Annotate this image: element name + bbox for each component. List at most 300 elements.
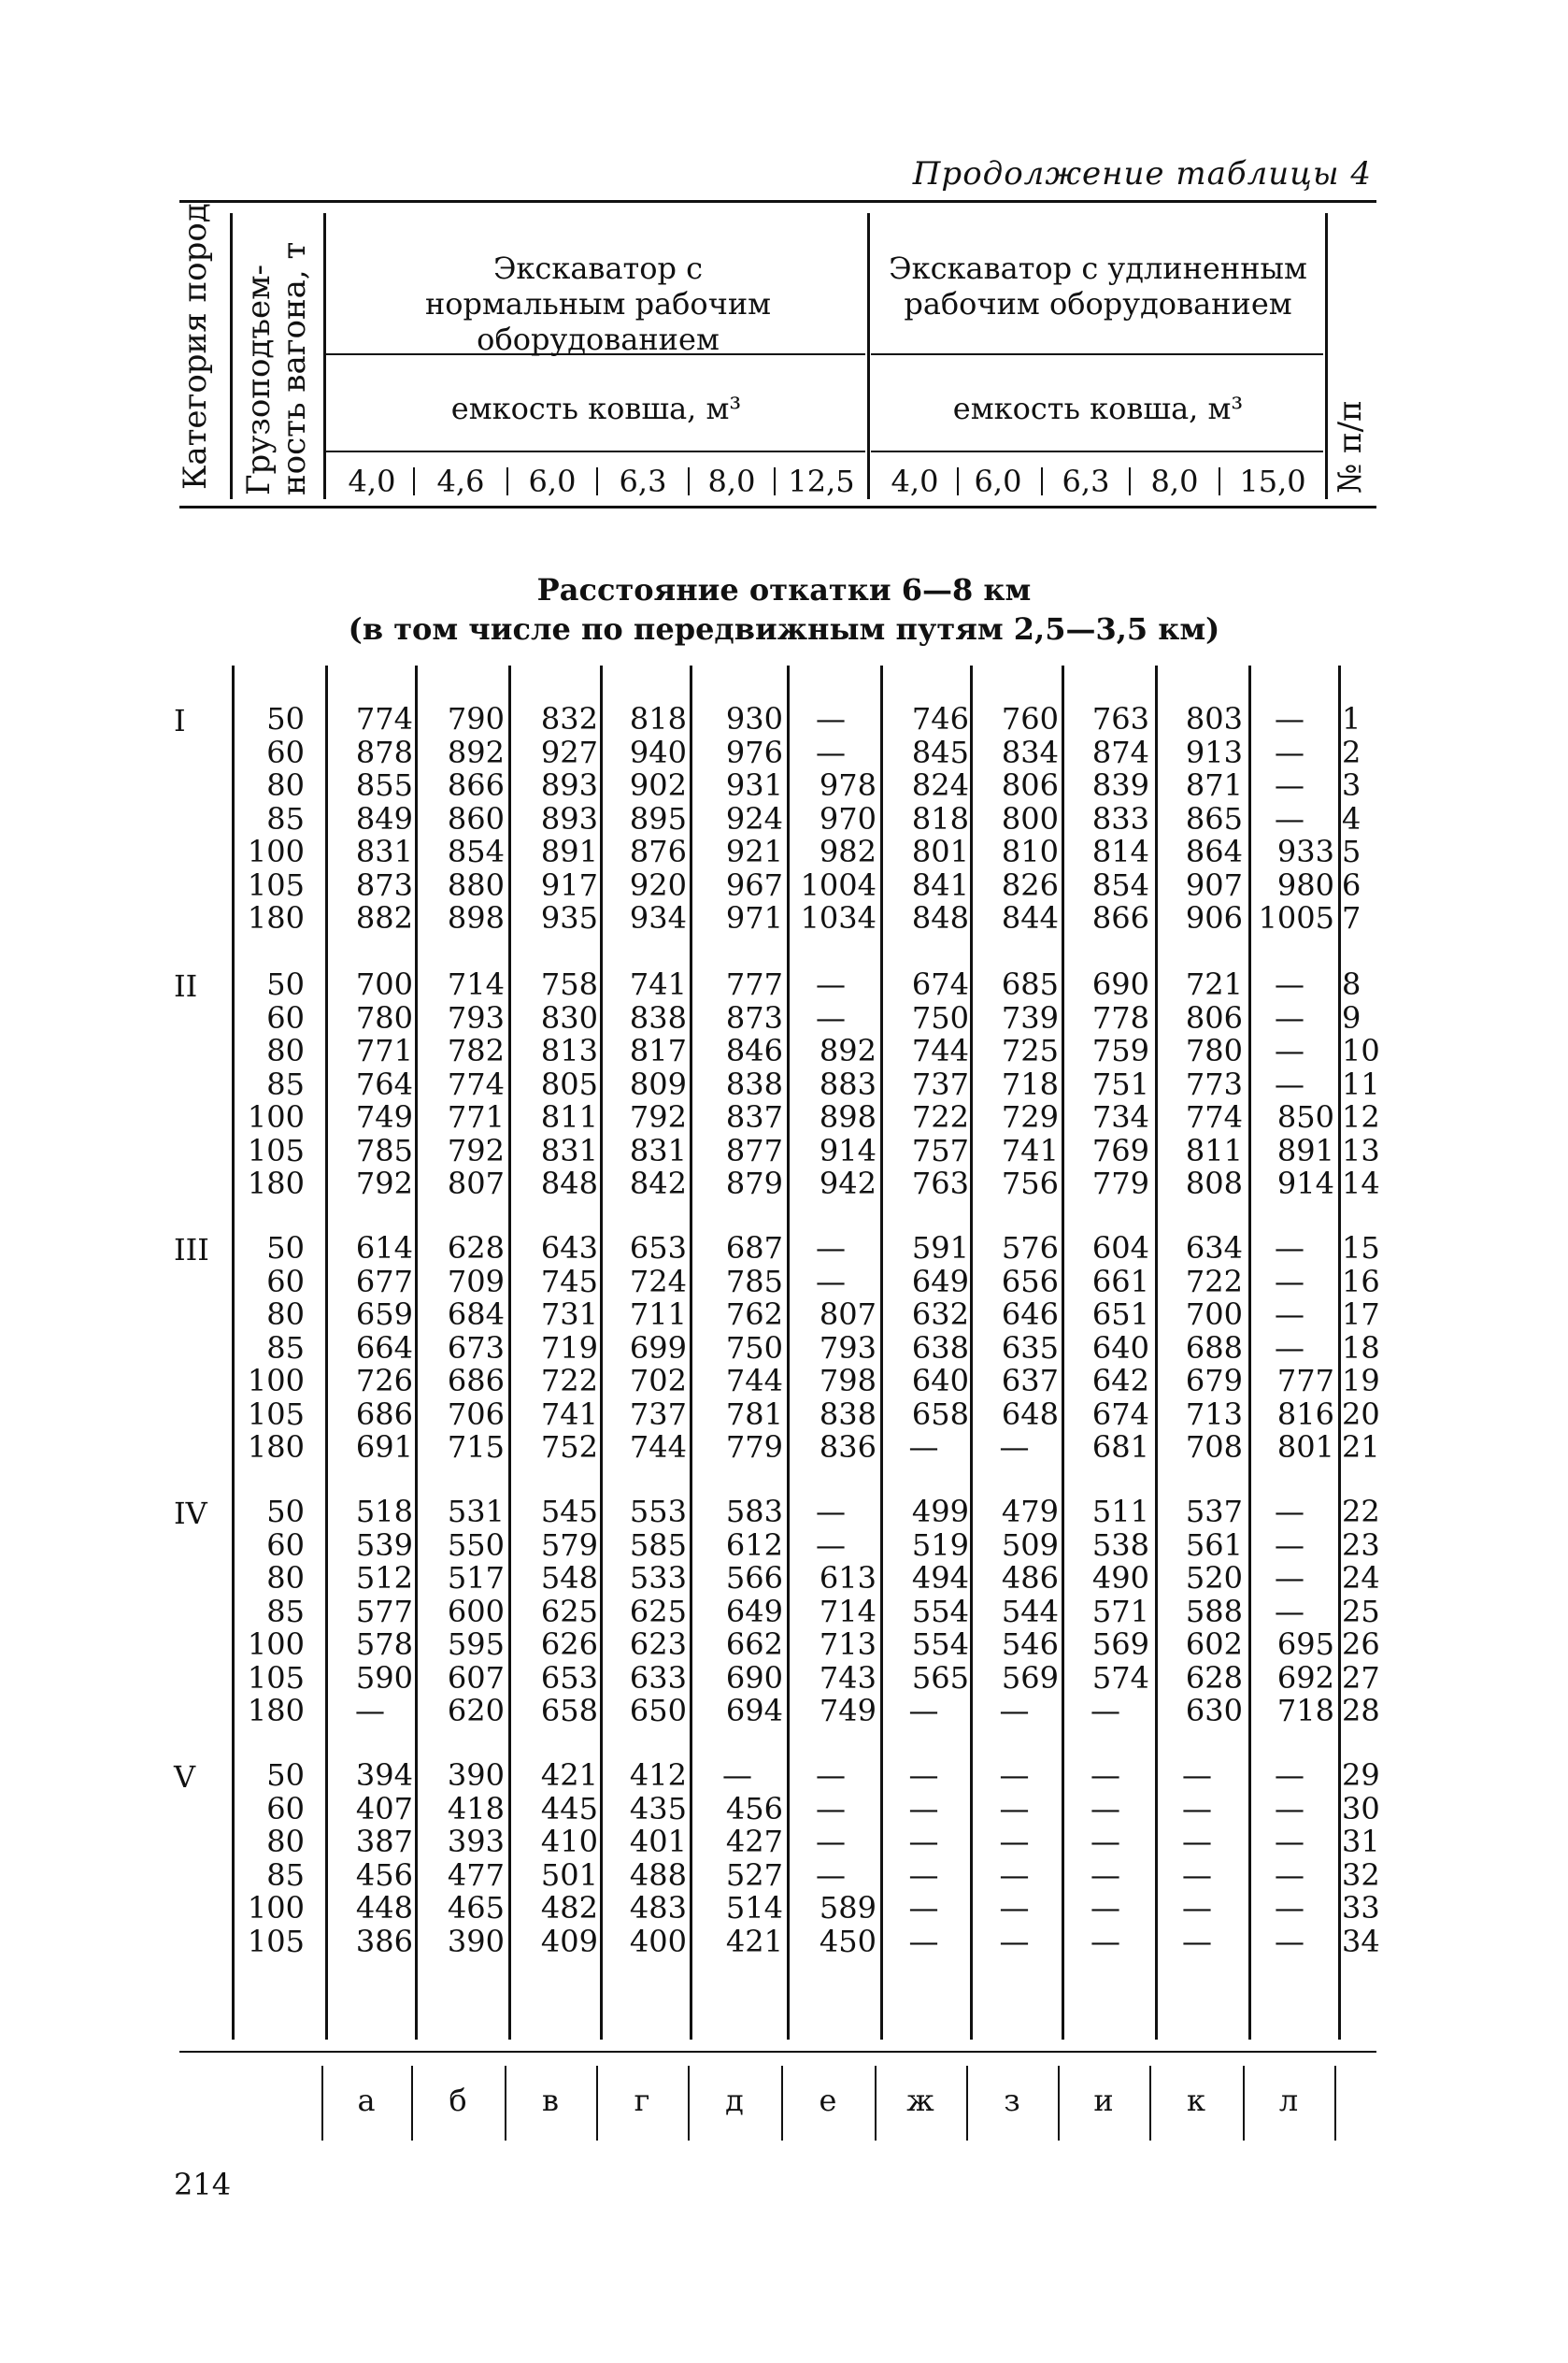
capacity-separator bbox=[1129, 467, 1131, 495]
table-cell: 866 bbox=[447, 767, 505, 803]
footer-rule bbox=[781, 2066, 783, 2141]
table-cell: — bbox=[999, 1757, 1030, 1793]
table-cell: 640 bbox=[911, 1363, 969, 1398]
table-cell: 410 bbox=[540, 1824, 598, 1859]
table-cell: 517 bbox=[447, 1560, 505, 1596]
table-cell: 642 bbox=[1091, 1363, 1149, 1398]
table-cell: — bbox=[1182, 1923, 1212, 1959]
table-cell: 921 bbox=[725, 834, 783, 869]
table-cell: 873 bbox=[355, 866, 413, 903]
table-cell: 811 bbox=[540, 1099, 598, 1135]
table-cell: 741 bbox=[540, 1396, 598, 1432]
table-cell: 842 bbox=[629, 1166, 687, 1201]
table-cell: 854 bbox=[1091, 866, 1149, 903]
row-number: 7 bbox=[1342, 900, 1361, 936]
extended-equipment-header: Экскаватор с удлиненным рабочим оборудованием bbox=[889, 251, 1307, 322]
table-cell: — bbox=[1275, 999, 1304, 1036]
table-cell: 514 bbox=[725, 1890, 783, 1926]
table-cell: — bbox=[999, 1890, 1030, 1926]
table-cell: 763 bbox=[1091, 701, 1149, 737]
row-number: 10 bbox=[1342, 1033, 1380, 1068]
table-cell: 774 bbox=[1185, 1099, 1243, 1135]
table-cell: 731 bbox=[540, 1296, 598, 1332]
table-cell: 744 bbox=[629, 1429, 687, 1465]
table-cell: 722 bbox=[1185, 1263, 1243, 1299]
row-number: 13 bbox=[1342, 1132, 1380, 1168]
table-cell: 625 bbox=[629, 1593, 687, 1629]
table-cell: — bbox=[816, 1757, 846, 1793]
bucket-capacity-extended: 8,0 bbox=[1150, 464, 1199, 499]
table-cell: 679 bbox=[1185, 1363, 1243, 1398]
table-cell: 792 bbox=[629, 1099, 687, 1135]
table-cell: 801 bbox=[1276, 1429, 1334, 1465]
table-cell: 614 bbox=[355, 1230, 413, 1266]
wagon-capacity: 105 bbox=[247, 1923, 305, 1959]
table-cell: 920 bbox=[629, 866, 687, 903]
table-cell: 583 bbox=[725, 1494, 783, 1529]
footer-rule bbox=[411, 2066, 413, 2141]
table-cell: 848 bbox=[911, 900, 969, 936]
table-cell: 686 bbox=[447, 1363, 505, 1398]
wagon-capacity: 100 bbox=[247, 1890, 305, 1926]
table-cell: 690 bbox=[1091, 967, 1149, 1002]
table-cell: 548 bbox=[540, 1560, 598, 1596]
table-cell: 708 bbox=[1185, 1429, 1243, 1465]
section-title-line1: Расстояние откатки 6—8 км bbox=[536, 572, 1032, 608]
wagon-capacity: 105 bbox=[247, 1132, 305, 1168]
table-cell: — bbox=[1090, 1923, 1120, 1959]
row-number: 16 bbox=[1342, 1263, 1380, 1299]
table-cell: 913 bbox=[1185, 734, 1243, 770]
table-cell: 763 bbox=[911, 1166, 969, 1201]
table-cell: 850 bbox=[1276, 1099, 1334, 1135]
table-cell: 832 bbox=[540, 701, 598, 737]
table-cell: 681 bbox=[1091, 1429, 1149, 1465]
table-cell: — bbox=[1090, 1824, 1120, 1859]
table-cell: — bbox=[816, 1494, 846, 1529]
header-divider bbox=[323, 213, 326, 499]
table-cell: 544 bbox=[1001, 1593, 1059, 1629]
table-cell: 445 bbox=[540, 1790, 598, 1826]
column-rule bbox=[508, 666, 511, 2040]
header-capacity-rule bbox=[871, 451, 1323, 452]
table-cell: 980 bbox=[1276, 866, 1334, 903]
table-cell: 394 bbox=[355, 1757, 413, 1793]
table-cell: 607 bbox=[447, 1659, 505, 1696]
table-cell: 418 bbox=[447, 1790, 505, 1826]
bucket-label-extended: емкость ковша, м³ bbox=[952, 391, 1244, 426]
table-cell: 790 bbox=[447, 701, 505, 737]
table-cell: 658 bbox=[911, 1396, 969, 1432]
table-cell: 930 bbox=[725, 701, 783, 737]
table-cell: 866 bbox=[1091, 900, 1149, 936]
table-cell: 773 bbox=[1185, 1066, 1243, 1102]
rock-category: IV bbox=[174, 1496, 207, 1531]
table-cell: — bbox=[1090, 1757, 1120, 1793]
header-divider bbox=[1325, 213, 1328, 499]
table-cell: — bbox=[816, 734, 846, 770]
row-number: 24 bbox=[1342, 1560, 1380, 1596]
table-cell: 898 bbox=[819, 1099, 877, 1135]
table-cell: 626 bbox=[540, 1626, 598, 1662]
table-cell: 390 bbox=[447, 1923, 505, 1959]
table-cell: 576 bbox=[1001, 1230, 1059, 1266]
table-cell: 839 bbox=[1091, 767, 1149, 803]
table-cell: 604 bbox=[1091, 1230, 1149, 1266]
table-cell: 907 bbox=[1185, 866, 1243, 903]
table-cell: 811 bbox=[1185, 1132, 1243, 1168]
table-cell: 628 bbox=[447, 1230, 505, 1266]
footer-rule bbox=[688, 2066, 690, 2141]
table-cell: 780 bbox=[1185, 1033, 1243, 1068]
bucket-capacity-normal: 6,3 bbox=[619, 464, 667, 499]
table-cell: 483 bbox=[629, 1890, 687, 1926]
table-cell: 845 bbox=[911, 734, 969, 770]
table-cell: 690 bbox=[725, 1659, 783, 1696]
table-cell: 486 bbox=[1001, 1560, 1059, 1596]
bucket-capacity-normal: 4,0 bbox=[348, 464, 396, 499]
table-cell: 935 bbox=[540, 900, 598, 936]
table-cell: 490 bbox=[1091, 1560, 1149, 1596]
table-cell: 826 bbox=[1001, 866, 1059, 903]
table-cell: 751 bbox=[1091, 1066, 1149, 1102]
table-cell: 880 bbox=[447, 866, 505, 903]
table-cell: — bbox=[1090, 1890, 1120, 1926]
table-cell: — bbox=[1275, 1033, 1304, 1068]
table-cell: — bbox=[816, 1824, 846, 1859]
table-cell: 695 bbox=[1276, 1626, 1334, 1662]
row-number: 4 bbox=[1342, 800, 1361, 837]
table-cell: 477 bbox=[447, 1856, 505, 1893]
column-rule bbox=[1338, 666, 1341, 2040]
table-cell: 891 bbox=[1276, 1132, 1334, 1168]
table-cell: — bbox=[999, 1824, 1030, 1859]
table-cell: 831 bbox=[629, 1132, 687, 1168]
number-header: № п/п bbox=[1332, 400, 1369, 494]
table-cell: — bbox=[1090, 1693, 1120, 1728]
table-cell: — bbox=[1275, 1890, 1304, 1926]
table-cell: 509 bbox=[1001, 1526, 1059, 1563]
wagon-capacity: 180 bbox=[247, 1429, 305, 1465]
table-cell: 892 bbox=[819, 1033, 877, 1068]
table-cell: 757 bbox=[911, 1132, 969, 1168]
table-cell: 824 bbox=[911, 767, 969, 803]
table-cell: 816 bbox=[1276, 1396, 1334, 1432]
table-cell: — bbox=[1275, 1757, 1304, 1793]
table-cell: — bbox=[999, 1790, 1030, 1826]
table-cell: 846 bbox=[725, 1033, 783, 1068]
row-number: 26 bbox=[1342, 1626, 1380, 1662]
table-cell: 883 bbox=[819, 1066, 877, 1102]
table-cell: 421 bbox=[540, 1757, 598, 1793]
table-cell: 718 bbox=[1001, 1066, 1059, 1102]
table-cell: 854 bbox=[447, 834, 505, 869]
table-cell: — bbox=[999, 1693, 1030, 1728]
table-cell: 830 bbox=[540, 999, 598, 1036]
table-cell: 898 bbox=[447, 900, 505, 936]
table-cell: 637 bbox=[1001, 1363, 1059, 1398]
table-cell: 810 bbox=[1001, 834, 1059, 869]
table-cell: 387 bbox=[355, 1824, 413, 1859]
table-cell: 841 bbox=[911, 866, 969, 903]
table-cell: — bbox=[1275, 1824, 1304, 1859]
table-cell: 721 bbox=[1185, 967, 1243, 1002]
column-letter: а bbox=[357, 2083, 376, 2118]
table-cell: 860 bbox=[447, 800, 505, 837]
table-cell: 456 bbox=[355, 1856, 413, 1893]
table-cell: 684 bbox=[447, 1296, 505, 1332]
table-cell: 759 bbox=[1091, 1033, 1149, 1068]
capacity-separator bbox=[506, 467, 508, 495]
table-cell: 648 bbox=[1001, 1396, 1059, 1432]
row-number: 1 bbox=[1342, 701, 1361, 737]
table-cell: 539 bbox=[355, 1526, 413, 1563]
table-cell: 801 bbox=[911, 834, 969, 869]
table-cell: 569 bbox=[1001, 1659, 1059, 1696]
table-cell: 600 bbox=[447, 1593, 505, 1629]
table-cell: 734 bbox=[1091, 1099, 1149, 1135]
table-cell: 749 bbox=[355, 1099, 413, 1135]
table-cell: 640 bbox=[1091, 1329, 1149, 1366]
table-cell: 798 bbox=[819, 1363, 877, 1398]
table-cell: 711 bbox=[629, 1296, 687, 1332]
row-number: 11 bbox=[1342, 1066, 1380, 1102]
table-cell: 1005 bbox=[1258, 900, 1334, 936]
table-cell: 722 bbox=[540, 1363, 598, 1398]
table-cell: 940 bbox=[629, 734, 687, 770]
table-cell: 625 bbox=[540, 1593, 598, 1629]
table-cell: 724 bbox=[629, 1263, 687, 1299]
table-cell: 427 bbox=[725, 1824, 783, 1859]
table-cell: 546 bbox=[1001, 1626, 1059, 1662]
bucket-label-normal: емкость ковша, м³ bbox=[450, 391, 742, 426]
table-cell: 924 bbox=[725, 800, 783, 837]
table-cell: — bbox=[1090, 1856, 1120, 1893]
table-cell: — bbox=[1275, 1526, 1304, 1563]
row-number: 32 bbox=[1342, 1856, 1380, 1893]
table-cell: 893 bbox=[540, 767, 598, 803]
table-cell: 942 bbox=[819, 1166, 877, 1201]
footer-rule bbox=[875, 2066, 877, 2141]
table-cell: 656 bbox=[1001, 1263, 1059, 1299]
table-cell: — bbox=[1275, 1329, 1304, 1366]
table-cell: 807 bbox=[819, 1296, 877, 1332]
table-cell: 838 bbox=[725, 1066, 783, 1102]
table-cell: 494 bbox=[911, 1560, 969, 1596]
column-letter: б bbox=[449, 2083, 467, 2118]
table-cell: 914 bbox=[819, 1132, 877, 1168]
table-cell: 729 bbox=[1001, 1099, 1059, 1135]
column-rule bbox=[415, 666, 418, 2040]
row-number: 17 bbox=[1342, 1296, 1380, 1332]
wagon-capacity: 85 bbox=[266, 1856, 305, 1893]
table-cell: — bbox=[999, 1923, 1030, 1959]
table-cell: — bbox=[908, 1429, 939, 1465]
table-cell: 806 bbox=[1001, 767, 1059, 803]
table-cell: 674 bbox=[1091, 1396, 1149, 1432]
table-cell: 623 bbox=[629, 1626, 687, 1662]
table-cell: 744 bbox=[911, 1033, 969, 1068]
table-cell: — bbox=[1275, 1230, 1304, 1266]
capacity-separator bbox=[774, 467, 776, 495]
wagon-capacity: 60 bbox=[266, 1790, 305, 1826]
table-cell: 741 bbox=[629, 967, 687, 1002]
table-cell: 628 bbox=[1185, 1659, 1243, 1696]
column-letter: л bbox=[1278, 2083, 1299, 2118]
table-cell: — bbox=[722, 1757, 752, 1793]
table-cell: 771 bbox=[355, 1033, 413, 1068]
table-cell: 967 bbox=[725, 866, 783, 903]
table-cell: 714 bbox=[447, 967, 505, 1002]
table-cell: — bbox=[1275, 1923, 1304, 1959]
table-cell: 774 bbox=[355, 701, 413, 737]
rock-category: I bbox=[174, 703, 186, 738]
capacity-separator bbox=[413, 467, 415, 495]
table-cell: 488 bbox=[629, 1856, 687, 1893]
table-cell: 571 bbox=[1091, 1593, 1149, 1629]
table-cell: 792 bbox=[447, 1132, 505, 1168]
table-cell: 762 bbox=[725, 1296, 783, 1332]
category-header: Категория пород bbox=[177, 203, 214, 490]
row-number: 9 bbox=[1342, 999, 1361, 1036]
table-cell: — bbox=[1182, 1790, 1212, 1826]
footer-rule bbox=[966, 2066, 968, 2141]
table-cell: 813 bbox=[540, 1033, 598, 1068]
column-letter: г bbox=[634, 2083, 650, 2118]
table-cell: 777 bbox=[725, 967, 783, 1002]
table-cell: 833 bbox=[1091, 800, 1149, 837]
table-cell: 892 bbox=[447, 734, 505, 770]
table-cell: — bbox=[1182, 1856, 1212, 1893]
table-cell: — bbox=[1275, 734, 1304, 770]
table-cell: — bbox=[908, 1693, 939, 1728]
table-cell: 906 bbox=[1185, 900, 1243, 936]
table-cell: — bbox=[816, 701, 846, 737]
table-cell: 577 bbox=[355, 1593, 413, 1629]
table-cell: 456 bbox=[725, 1790, 783, 1826]
table-cell: 876 bbox=[629, 834, 687, 869]
table-cell: 545 bbox=[540, 1494, 598, 1529]
table-cell: 719 bbox=[540, 1329, 598, 1366]
table-cell: 435 bbox=[629, 1790, 687, 1826]
table-cell: — bbox=[1275, 1593, 1304, 1629]
table-cell: 646 bbox=[1001, 1296, 1059, 1332]
footer-rule bbox=[1149, 2066, 1151, 2141]
rock-category: II bbox=[174, 968, 198, 1004]
table-cell: 574 bbox=[1091, 1659, 1149, 1696]
table-cell: — bbox=[1182, 1824, 1212, 1859]
table-cell: 722 bbox=[911, 1099, 969, 1135]
row-number: 3 bbox=[1342, 767, 1361, 803]
table-cell: 527 bbox=[725, 1856, 783, 1893]
wagon-capacity: 100 bbox=[247, 1626, 305, 1662]
table-cell: 632 bbox=[911, 1296, 969, 1332]
wagon-capacity: 60 bbox=[266, 999, 305, 1036]
wagon-capacity: 105 bbox=[247, 866, 305, 903]
table-cell: 702 bbox=[629, 1363, 687, 1398]
table-cell: 650 bbox=[629, 1693, 687, 1728]
wagon-capacity: 80 bbox=[266, 1296, 305, 1332]
table-cell: — bbox=[1275, 1296, 1304, 1332]
row-number: 28 bbox=[1342, 1693, 1380, 1728]
table-cell: 499 bbox=[911, 1494, 969, 1529]
bucket-capacity-extended: 6,3 bbox=[1062, 464, 1110, 499]
row-number: 31 bbox=[1342, 1824, 1380, 1859]
table-cell: 741 bbox=[1001, 1132, 1059, 1168]
table-cell: 638 bbox=[911, 1329, 969, 1366]
capacity-separator bbox=[596, 467, 598, 495]
table-cell: 792 bbox=[355, 1166, 413, 1201]
table-cell: 612 bbox=[725, 1526, 783, 1563]
table-cell: 746 bbox=[911, 701, 969, 737]
table-cell: — bbox=[1275, 1790, 1304, 1826]
table-cell: 777 bbox=[1276, 1363, 1334, 1398]
table-cell: 715 bbox=[447, 1429, 505, 1465]
table-cell: 756 bbox=[1001, 1166, 1059, 1201]
table-cell: 760 bbox=[1001, 701, 1059, 737]
bucket-capacity-normal: 12,5 bbox=[788, 464, 855, 499]
table-cell: 569 bbox=[1091, 1626, 1149, 1662]
row-number: 6 bbox=[1342, 866, 1361, 903]
table-cell: 1004 bbox=[800, 866, 877, 903]
table-cell: — bbox=[1182, 1757, 1212, 1793]
table-cell: 700 bbox=[1185, 1296, 1243, 1332]
capacity-header-text: Грузоподъем-ность вагона, т bbox=[240, 241, 313, 495]
wagon-capacity: 80 bbox=[266, 1033, 305, 1068]
footer-rule bbox=[1334, 2066, 1336, 2141]
table-cell: 401 bbox=[629, 1824, 687, 1859]
table-cell: 412 bbox=[629, 1757, 687, 1793]
wagon-capacity: 50 bbox=[266, 1757, 305, 1793]
table-cell: 782 bbox=[447, 1033, 505, 1068]
table-cell: 512 bbox=[355, 1560, 413, 1596]
table-cell: 785 bbox=[725, 1263, 783, 1299]
table-cell: 818 bbox=[629, 701, 687, 737]
header-top-rule bbox=[179, 200, 1376, 203]
table-cell: 686 bbox=[355, 1396, 413, 1432]
table-cell: 664 bbox=[355, 1329, 413, 1366]
table-cell: 739 bbox=[1001, 999, 1059, 1036]
capacity-separator bbox=[1041, 467, 1043, 495]
table-cell: 744 bbox=[725, 1363, 783, 1398]
table-cell: 553 bbox=[629, 1494, 687, 1529]
table-cell: 803 bbox=[1185, 701, 1243, 737]
table-cell: 479 bbox=[1001, 1494, 1059, 1529]
table-cell: 745 bbox=[540, 1263, 598, 1299]
table-cell: 714 bbox=[819, 1593, 877, 1629]
table-cell: 737 bbox=[911, 1066, 969, 1102]
table-cell: 779 bbox=[1091, 1166, 1149, 1201]
table-cell: — bbox=[908, 1890, 939, 1926]
row-number: 12 bbox=[1342, 1099, 1380, 1135]
wagon-capacity: 85 bbox=[266, 1066, 305, 1102]
table-cell: 893 bbox=[540, 800, 598, 837]
table-cell: 814 bbox=[1091, 834, 1149, 869]
row-number: 8 bbox=[1342, 967, 1361, 1002]
table-cell: 633 bbox=[629, 1659, 687, 1696]
table-cell: 831 bbox=[355, 834, 413, 869]
table-cell: 749 bbox=[819, 1693, 877, 1728]
table-cell: 565 bbox=[911, 1659, 969, 1696]
table-cell: 879 bbox=[725, 1166, 783, 1201]
row-number: 18 bbox=[1342, 1329, 1380, 1366]
footer-rule bbox=[1058, 2066, 1060, 2141]
table-cell: 585 bbox=[629, 1526, 687, 1563]
wagon-capacity: 180 bbox=[247, 1166, 305, 1201]
row-number: 14 bbox=[1342, 1166, 1380, 1201]
table-cell: 818 bbox=[911, 800, 969, 837]
wagon-capacity: 80 bbox=[266, 1824, 305, 1859]
